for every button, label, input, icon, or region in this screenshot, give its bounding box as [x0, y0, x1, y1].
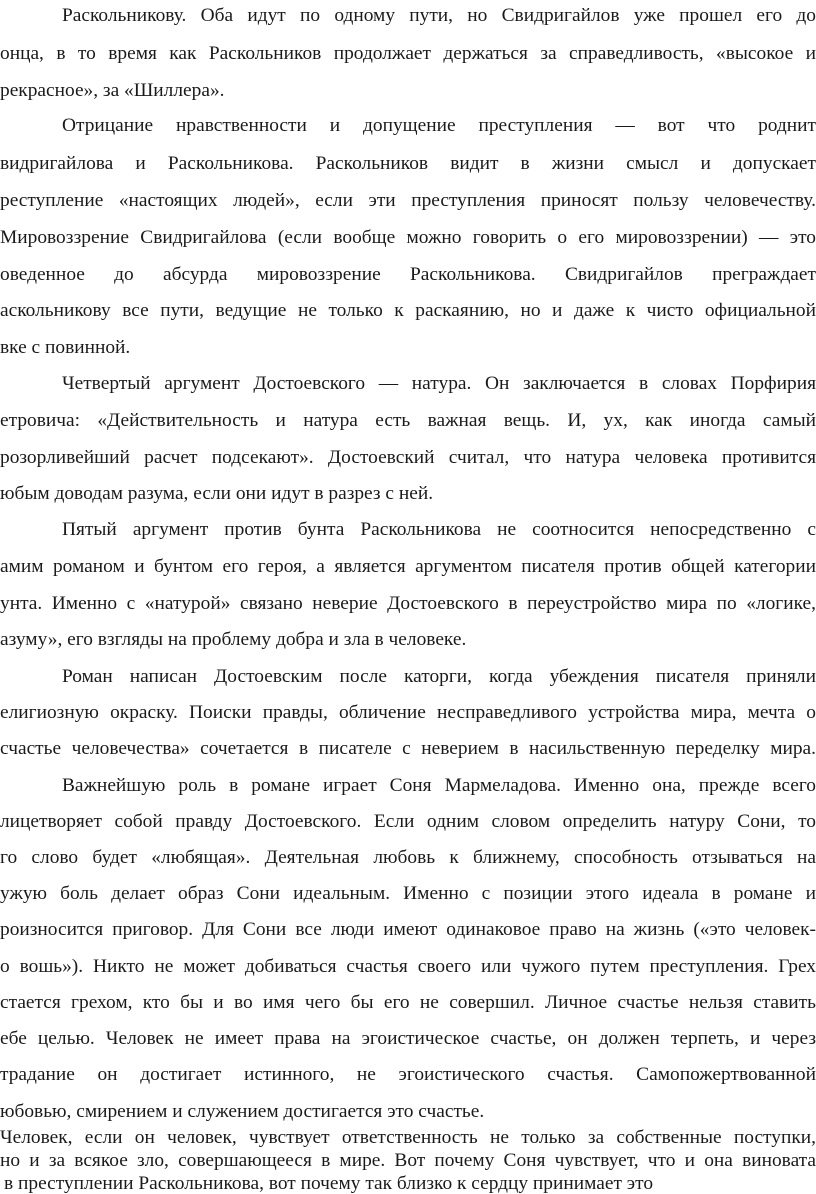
text-line: но и за всякое зло, совершающееся в мире. Вот почему Соня чувствует, что и она виновата	[0, 1150, 816, 1171]
text-line: амим романом и бунтом его героя, а является аргументом писателя против общей категории	[0, 556, 816, 577]
text-line: Важнейшую роль в романе играет Соня Мармеладова. Именно она, прежде всего	[62, 775, 816, 796]
text-line: в преступлении Раскольникова, вот почему так близко к сердцу принимает это	[4, 1173, 654, 1194]
text-line: традание он достигает истинного, не эгоистического счастья. Самопожертвованной	[0, 1064, 816, 1085]
text-line: стается грехом, кто бы и во имя чего бы его не совершил. Личное счастье нельзя ставить	[0, 992, 816, 1013]
text-line: ебе целью. Человек не имеет права на эгоистическое счастье, он должен терпеть, и через	[0, 1028, 816, 1049]
text-line: ужую боль делает образ Сони идеальным. Именно с позиции этого идеала в романе и	[0, 883, 816, 904]
text-line: розорливейший расчет подсекают». Достоевский считал, что натура человека противится	[0, 447, 816, 468]
text-line: о вошь»). Никто не может добиваться счастья своего или чужого путем преступления. Грех	[0, 956, 816, 977]
text-line: Отрицание нравственности и допущение преступления — вот что роднит	[62, 115, 816, 136]
text-line: Раскольникову. Оба идут по одному пути, но Свидригайлов уже прошел его до	[62, 5, 816, 26]
text-line: го слово будет «любящая». Деятельная любовь к ближнему, способность отзываться на	[0, 847, 816, 868]
text-line: онца, в то время как Раскольников продолжает держаться за справедливость, «высокое и	[0, 43, 816, 64]
text-line: юбым доводам разума, если они идут в разрез с ней.	[0, 483, 434, 504]
text-line: юбовью, смирением и служением достигается это счастье.	[0, 1101, 485, 1122]
text-line: видригайлова и Раскольникова. Раскольников видит в жизни смысл и допускает	[0, 153, 816, 174]
text-line: реступление «настоящих людей», если эти преступления приносят пользу человечеству.	[0, 190, 816, 211]
text-line: вке с повинной.	[0, 337, 131, 358]
text-line: оведенное до абсурда мировоззрение Раскольникова. Свидригайлов преграждает	[0, 264, 816, 285]
text-line: лицетворяет собой правду Достоевского. Если одним словом определить натуру Сони, то	[0, 811, 816, 832]
text-line: счастье человечества» сочетается в писателе с неверием в насильственную переделку мира.	[0, 738, 816, 759]
text-line: аскольникову все пути, ведущие не только к раскаянию, но и даже к чисто официальной	[0, 300, 816, 321]
text-line: етровича: «Действительность и натура есть важная вещь. И, ух, как иногда самый	[0, 410, 816, 431]
text-line: рекрасное», за «Шиллера».	[0, 80, 225, 101]
text-line: Мировоззрение Свидригайлова (если вообще можно говорить о его мировоззрении) — это	[0, 227, 816, 248]
text-line: Человек, если он человек, чувствует ответственность не только за собственные поступки,	[0, 1127, 816, 1148]
text-line: роизносится приговор. Для Сони все люди имеют одинаковое право на жизнь («это человек-	[0, 919, 816, 940]
text-line: Пятый аргумент против бунта Раскольникова не соотносится непосредственно с	[62, 519, 816, 540]
text-line: Четвертый аргумент Достоевского — натура. Он заключается в словах Порфирия	[62, 373, 816, 394]
text-line: азуму», его взгляды на проблему добра и зла в человеке.	[0, 629, 467, 650]
text-line: унта. Именно с «натурой» связано неверие Достоевского в переустройство мира по «логике,	[0, 593, 816, 614]
text-line: елигиозную окраску. Поиски правды, обличение несправедливого устройства мира, мечта о	[0, 702, 816, 723]
text-line: Роман написан Достоевским после каторги, когда убеждения писателя приняли	[62, 666, 816, 687]
